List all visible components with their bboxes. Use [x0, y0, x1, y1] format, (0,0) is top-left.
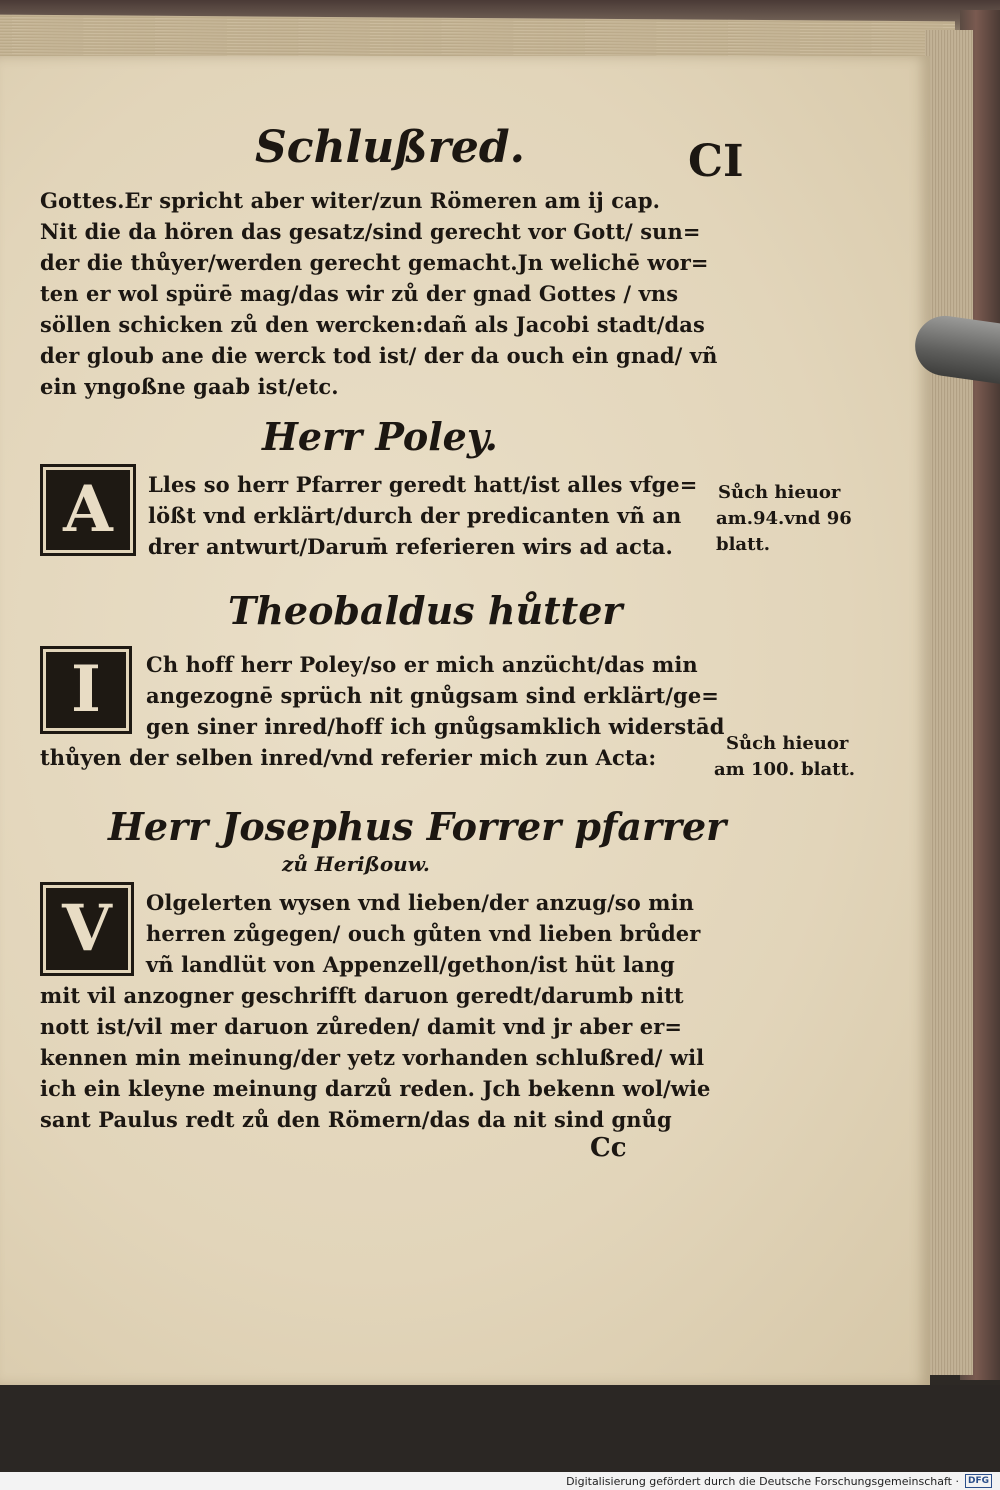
decorated-initial-a: [40, 464, 136, 556]
text-line: Lles so herr Pfarrer geredt hatt/ist alles vfge=: [148, 472, 698, 497]
catchword: Cc: [590, 1133, 627, 1163]
dfg-logo: DFG: [965, 1474, 992, 1488]
text-line: Gottes.Er spricht aber witer/zun Römeren am ij cap.: [40, 188, 661, 213]
folio-number: CI: [688, 136, 744, 187]
margin-note-line: am.94.vnd 96: [716, 508, 852, 529]
initial-letter: V: [62, 891, 112, 966]
text-line: vñ landlüt von Appenzell/gethon/ist hüt lang: [146, 952, 675, 977]
margin-note-line: blatt.: [716, 534, 770, 555]
section-heading-poley: Herr Poley.: [262, 414, 498, 459]
text-line: drer antwurt/Darum̄ referieren wirs ad acta.: [148, 534, 673, 559]
text-line: lößt vnd erklärt/durch der predicanten vñ an: [148, 503, 682, 528]
text-line: der gloub ane die werck tod ist/ der da ouch ein gnad/ vñ: [40, 343, 718, 368]
initial-letter: A: [63, 472, 113, 547]
text-line: Ch hoff herr Poley/so er mich anzücht/das min: [146, 652, 698, 677]
margin-note-line: Sůch hieuor: [718, 482, 841, 503]
footer-credit-text: Digitalisierung gefördert durch die Deutsche Forschungsgemeinschaft ·: [566, 1474, 959, 1488]
decorated-initial-i: [40, 646, 132, 734]
text-line: ein yngoßne gaab ist/etc.: [40, 374, 339, 399]
text-line: Olgelerten wysen vnd lieben/der anzug/so min: [146, 890, 695, 915]
text-line: ten er wol spürē mag/das wir zů der gnad Gottes / vns: [40, 281, 679, 306]
text-line: ich ein kleyne meinung darzů reden. Jch bekenn wol/wie: [40, 1076, 711, 1101]
text-line: söllen schicken zů den wercken:dañ als Jacobi stadt/das: [40, 312, 705, 337]
decorated-initial-v: [40, 882, 134, 976]
section-heading-hutter: Theobaldus hůtter: [228, 588, 623, 633]
text-line: thůyen der selben inred/vnd referier mich zun Acta:: [40, 745, 657, 770]
scan-background-bottom: [0, 1385, 1000, 1472]
text-line: sant Paulus redt zů den Römern/das da nit sind gnůg: [40, 1107, 672, 1132]
margin-note-line: Sůch hieuor: [726, 733, 849, 754]
text-line: Nit die da hören das gesatz/sind gerecht vor Gott/ sun=: [40, 219, 701, 244]
margin-note-line: am 100. blatt.: [714, 759, 856, 780]
section-heading-forrer: Herr Josephus Forrer pfarrer: [108, 804, 727, 849]
text-line: herren zůgegen/ ouch gůten vnd lieben brůder: [146, 921, 701, 946]
initial-letter: I: [71, 652, 101, 727]
text-line: gen siner inred/hoff ich gnůgsamklich widerstād: [146, 714, 725, 739]
text-line: kennen min meinung/der yetz vorhanden schlußred/ wil: [40, 1045, 705, 1070]
text-line: angezognē sprüch nit gnůgsam sind erklärt/ge=: [146, 683, 719, 708]
footer-bar: [0, 1472, 1000, 1490]
text-line: mit vil anzogner geschrifft daruon geredt/darumb nitt: [40, 983, 684, 1008]
section-subheading-forrer: zů Herißouw.: [282, 852, 430, 876]
running-header-title: Schlußred.: [255, 122, 525, 173]
text-line: nott ist/vil mer daruon zůreden/ damit vnd jr aber er=: [40, 1014, 683, 1039]
page-edges-right: [925, 30, 973, 1375]
text-line: der die thůyer/werden gerecht gemacht.Jn welichē wor=: [40, 250, 709, 275]
